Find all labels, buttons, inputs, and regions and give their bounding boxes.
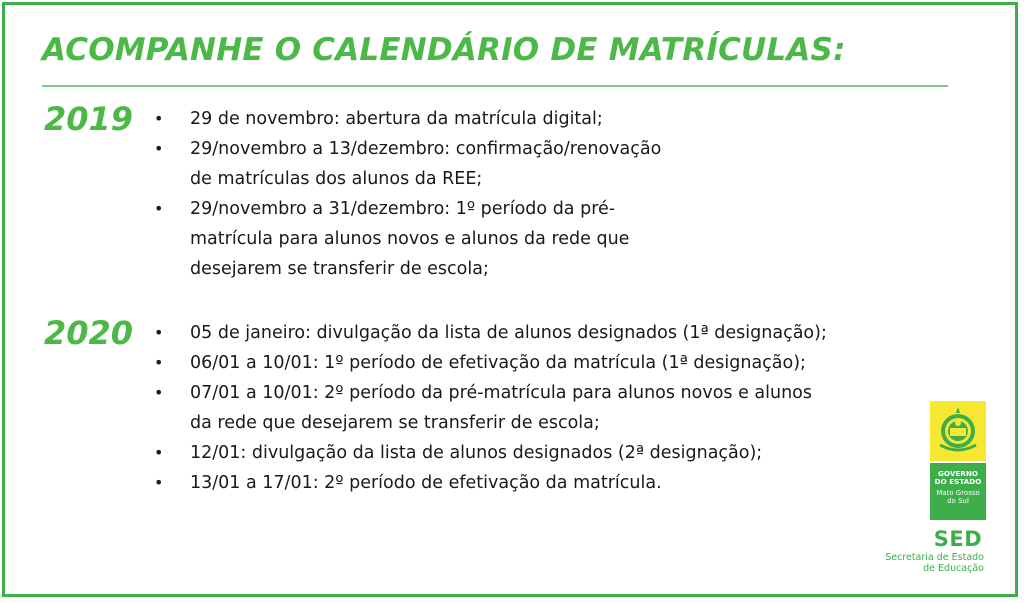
bullet: •	[154, 383, 164, 402]
bullet: •	[154, 353, 164, 372]
list-item	[152, 468, 827, 498]
bullet: •	[154, 199, 164, 218]
item-text: 29/novembro a 31/dezembro: 1º período da pré-	[190, 199, 616, 219]
gov-text: GOVERNO	[938, 469, 978, 478]
green-border-frame	[2, 2, 1018, 597]
list-item	[152, 318, 827, 348]
bullet: •	[154, 109, 164, 128]
sed-subtitle-line: Secretaria de Estado	[885, 552, 984, 563]
list-item	[152, 104, 661, 134]
gov-text: do Sul	[947, 497, 969, 505]
list-item	[152, 134, 661, 194]
gov-text: Mato Grosso	[936, 489, 980, 497]
item-text: da rede que desejarem se transferir de escola;	[190, 413, 600, 433]
schedule-list-2020	[152, 318, 827, 498]
list-item	[152, 348, 827, 378]
bullet: •	[154, 323, 164, 342]
list-item	[152, 194, 661, 284]
schedule-list-2019	[152, 104, 661, 284]
bullet: •	[154, 473, 164, 492]
item-text: 06/01 a 10/01: 1º período de efetivação da matrícula (1ª designação);	[190, 353, 806, 373]
sed-acronym: SED	[933, 527, 983, 551]
item-text: de matrículas dos alunos da REE;	[190, 169, 483, 189]
heading-divider	[42, 85, 948, 87]
item-text: 29/novembro a 13/dezembro: confirmação/renovação	[190, 139, 662, 159]
state-coat-of-arms-icon	[930, 401, 986, 461]
item-text: 13/01 a 17/01: 2º período de efetivação da matrícula.	[190, 473, 662, 493]
bullet: •	[154, 139, 164, 158]
item-text: matrícula para alunos novos e alunos da rede que	[190, 229, 630, 249]
item-text: 07/01 a 10/01: 2º período da pré-matrícula para alunos novos e alunos	[190, 383, 813, 403]
item-text: 29 de novembro: abertura da matrícula digital;	[190, 109, 603, 129]
list-item	[152, 378, 827, 438]
item-text: 05 de janeiro: divulgação da lista de alunos designados (1ª designação);	[190, 323, 827, 343]
year-label-2019: 2019	[44, 100, 134, 138]
item-text: 12/01: divulgação da lista de alunos designados (2ª designação);	[190, 443, 763, 463]
bullet: •	[154, 443, 164, 462]
logo-government-panel	[930, 463, 986, 520]
gov-text: DO ESTADO	[934, 477, 982, 486]
logo-crest-panel	[930, 401, 986, 461]
list-item	[152, 438, 827, 468]
year-label-2020: 2020	[44, 314, 134, 352]
sed-subtitle	[870, 552, 984, 574]
item-text: desejarem se transferir de escola;	[190, 259, 489, 279]
sed-subtitle-line: de Educação	[923, 563, 984, 574]
page-heading: ACOMPANHE O CALENDÁRIO DE MATRÍCULAS:	[42, 32, 846, 68]
